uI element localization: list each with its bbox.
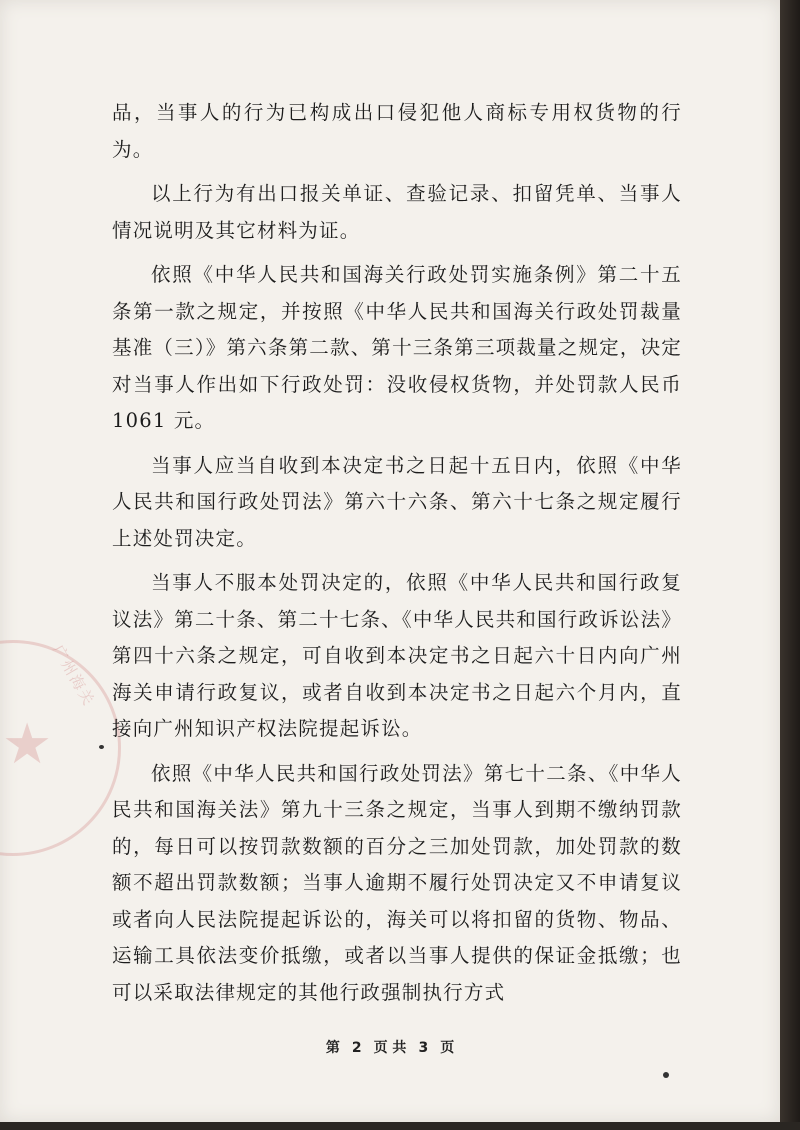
footer-current-page: 2 — [351, 1040, 362, 1056]
seal-star-icon: ★ — [2, 712, 53, 777]
paragraph-continued: 品，当事人的行为已构成出口侵犯他人商标专用权货物的行为。 — [112, 101, 682, 161]
footer-prefix: 第 — [325, 1040, 340, 1056]
scan-speck — [99, 745, 104, 749]
paragraph-evidence: 以上行为有出口报关单证、查验记录、扣留凭单、当事人情况说明及其它材料为证。 — [112, 182, 682, 242]
footer-middle: 页 共 — [373, 1040, 407, 1056]
scan-edge-bottom — [0, 1122, 800, 1130]
footer-total-pages: 3 — [418, 1040, 429, 1056]
paragraph-enforcement: 依照《中华人民共和国行政处罚法》第七十二条、《中华人民共和国海关法》第九十三条之规定，当事人到期不缴纳罚款的，每日可以按罚款数额的百分之三加处罚款，加处罚款的数额不超出罚款数额；当事人逾期不履行处罚决定又不申请复议或者向人民法院提起诉讼的，海关可以将扣留的货物、物品、运输工具依法变价抵缴，或者以当事人提供的保证金抵缴；也可以采取法律规定的其他行政强制执行方式 — [112, 761, 682, 1004]
scan-speck — [663, 1072, 669, 1078]
document-body — [112, 95, 682, 1019]
paragraph-appeal-rights: 当事人不服本处罚决定的，依照《中华人民共和国行政复议法》第二十条、第二十七条、《中华人民共和国行政诉讼法》第四十六条之规定，可自收到本决定书之日起六十日内向广州海关申请行政复议，或者自收到本决定书之日起六个月内，直接向广州知识产权法院提起诉讼。 — [112, 571, 682, 740]
seal-text: 广州海关 — [48, 641, 99, 710]
scan-edge-right — [780, 0, 800, 1130]
paragraph-payment-deadline: 当事人应当自收到本决定书之日起十五日内，依照《中华人民共和国行政处罚法》第六十六条、第六十七条之规定履行上述处罚决定。 — [112, 453, 682, 550]
footer-suffix: 页 — [440, 1040, 455, 1056]
paragraph-penalty-decision: 依照《中华人民共和国海关行政处罚实施条例》第二十五条第一款之规定，并按照《中华人民共和国海关行政处罚裁量基准（三）》第六条第二款、第十三条第三项裁量之规定，决定对当事人作出如下行政处罚：没收侵权货物，并处罚款人民币 1061 元。 — [112, 263, 682, 432]
page-footer — [0, 1037, 780, 1057]
